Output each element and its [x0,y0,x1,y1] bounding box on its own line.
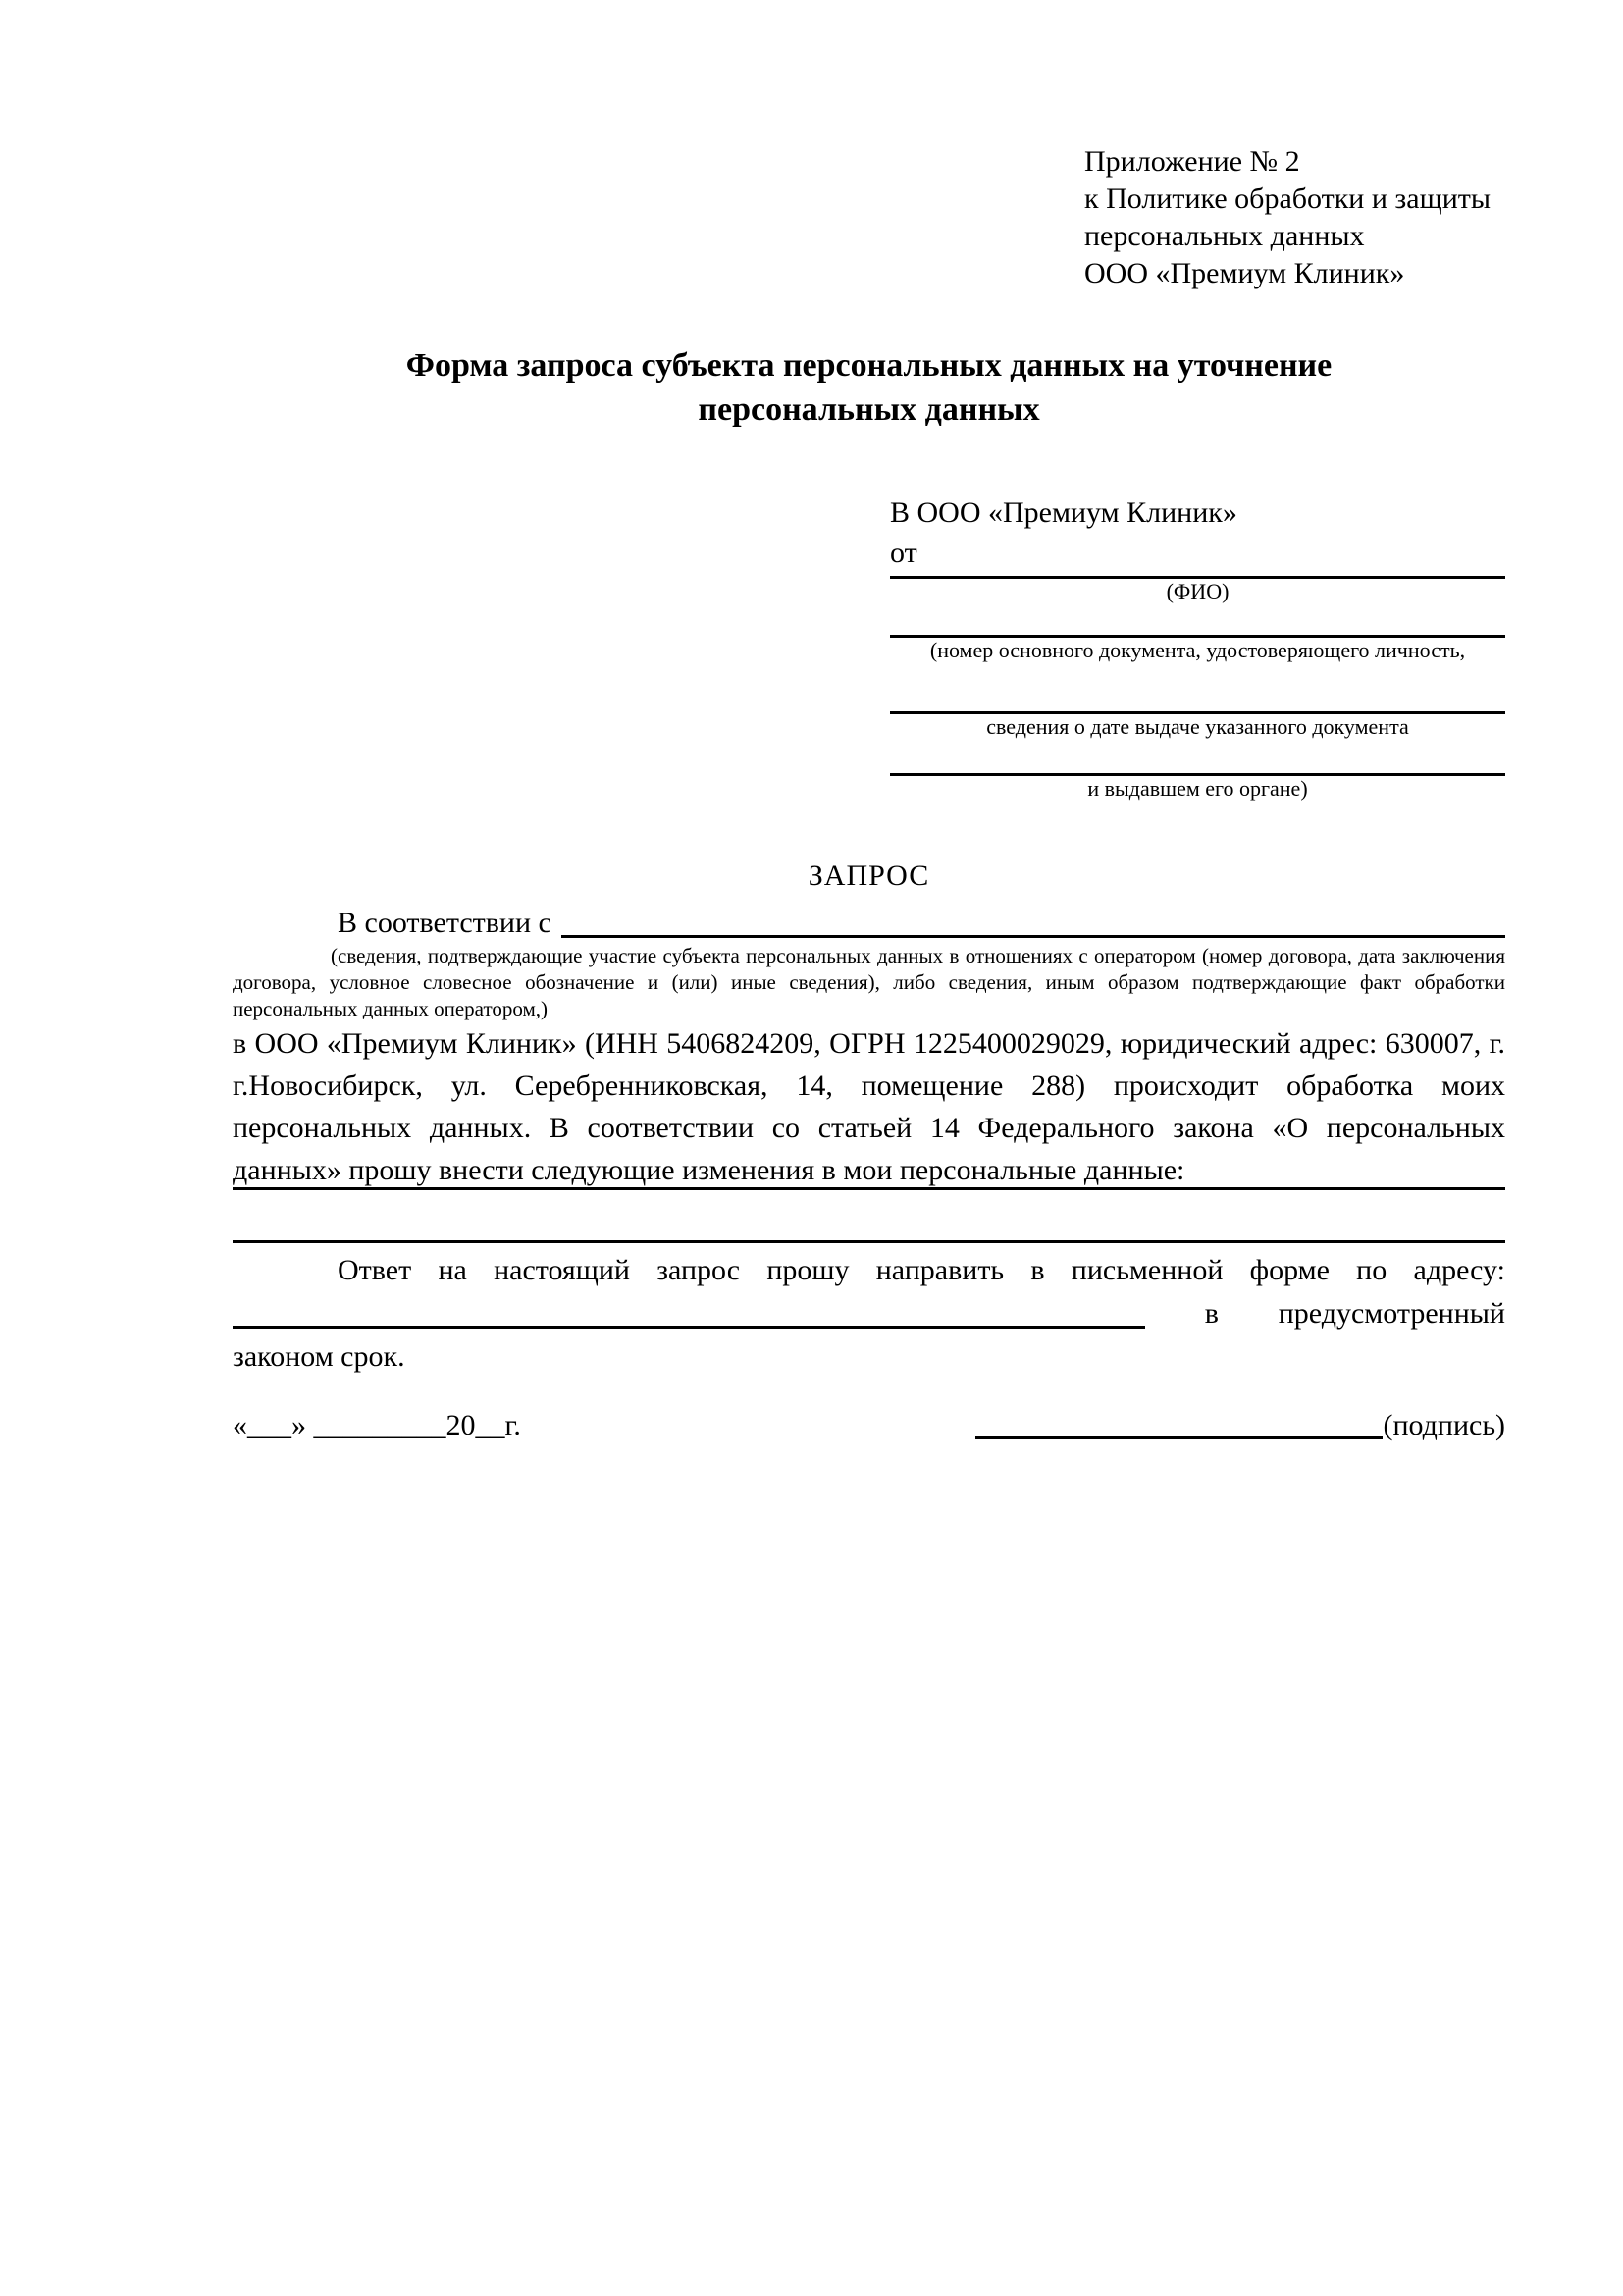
changes-blank-line-2 [233,1240,1505,1243]
addressee-block [890,493,1505,801]
issue-date-blank-line [890,662,1505,714]
appendix-line-3: персональных данных [1084,220,1365,252]
form-title-line-1: Форма запроса субъекта персональных данных на уточнение [405,347,1333,384]
request-heading: ЗАПРОС [808,860,930,892]
document-number-label: (номер основного документа, удостоверяющего личность, [929,638,1466,662]
document-number-blank-line [890,603,1505,638]
footnote-text: (сведения, подтверждающие участие субъекта персональных данных в отношениях с оператором (номер договора, дата заключения договора, условное словесное обозначение и (или) иные сведения), либо сведения, иным образом подтверждающие факт обработки персональных данных оператором,) [233,944,1505,1020]
address-blank-line [233,1299,1145,1329]
form-title-line-2: персональных данных [698,391,1040,428]
body-paragraph: в ООО «Премиум Клиник» (ИНН 5406824209, ОГРН 1225400029029, юридический адрес: 630007, г. г.Новосибирск, ул. Серебренниковская, 14, помещение 288) происходит обработка моих персональных данных. В соответствии со статьей 14 Федерального закона «О персональных данных» прошу внести следующие изменения в мои персональные данные: [233,1027,1505,1186]
appendix-line-2: к Политике обработки и защиты [1084,183,1492,215]
signature-line [975,1410,1383,1439]
response-request-line: Ответ на настоящий запрос прошу направить в письменной форме по адресу: [338,1254,1505,1286]
intro-prefix: В соответствии с [338,907,551,939]
appendix-header [1084,143,1505,292]
addressee-from: от [890,537,917,569]
intro-blank-line [561,909,1505,938]
issuer-blank-line [890,739,1505,776]
response-closing-line: законом срок. [233,1340,405,1373]
signature-group [975,1406,1505,1445]
date-blank: «___» _________20__г. [233,1409,521,1441]
fio-label: (ФИО) [1166,579,1230,603]
form-title [233,343,1505,432]
issuer-label: и выдавшем его органе) [1087,776,1308,801]
appendix-line-1: Приложение № 2 [1084,145,1300,178]
addressee-to: В ООО «Премиум Клиник» [890,496,1237,529]
intro-row [233,904,1505,943]
response-tail-word-2: предусмотренный [1278,1297,1505,1330]
response-tail-word-1: в [1204,1297,1219,1330]
footer-row [233,1406,1505,1445]
appendix-line-4: ООО «Премиум Клиник» [1084,257,1405,289]
issue-date-label: сведения о дате выдаче указанного документа [986,714,1409,739]
signature-label: (подпись) [1383,1409,1505,1441]
page-content [233,143,1505,1445]
response-address-row [233,1292,1505,1335]
